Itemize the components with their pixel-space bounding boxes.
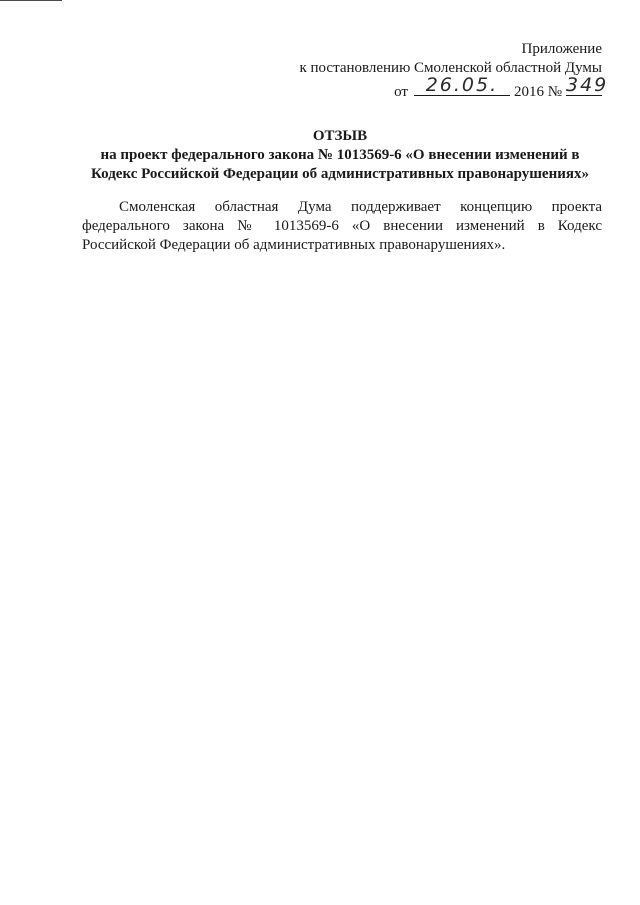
body-line-2: федерального закона № 1013569-6 «О внесении изменений в Кодекс — [82, 218, 602, 234]
year-label: 2016 № — [513, 84, 562, 100]
title-heading: ОТЗЫВ — [312, 128, 368, 144]
title-line-1: на проект федерального закона № 1013569-6 «О внесении изменений в — [100, 147, 580, 163]
appendix-resolution-ref: к постановлению Смоленской областной Думы — [299, 60, 602, 76]
appendix-header — [299, 40, 609, 102]
document-body — [82, 198, 602, 255]
title-line-2: Кодекс Российской Федерации об административных правонарушениях» — [91, 166, 589, 182]
body-line-3: Российской Федерации об административных правонарушениях». — [82, 237, 506, 253]
handwritten-date: 26.05. — [425, 74, 499, 96]
date-blank — [414, 74, 510, 96]
document-title — [40, 127, 640, 184]
handwritten-number: 349 — [566, 74, 609, 96]
appendix-date-line — [299, 74, 609, 102]
appendix-label: Приложение — [521, 41, 602, 57]
scan-edge-mark — [0, 0, 62, 1]
number-blank — [566, 74, 609, 96]
date-prefix: от — [394, 84, 408, 100]
body-line-1: Смоленская областная Дума поддерживает концепцию проекта — [119, 199, 602, 215]
